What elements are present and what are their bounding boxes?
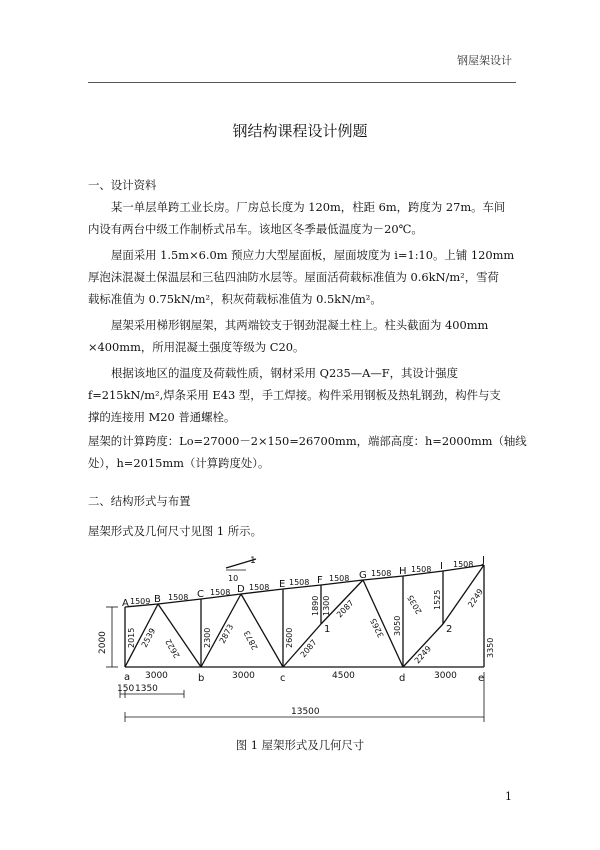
top-chord-length: 1508: [371, 569, 392, 578]
figure-caption: 图 1 屋架形式及几何尺寸: [235, 738, 365, 752]
top-chord-length: 1508: [168, 593, 189, 602]
vertical-length: 2015: [127, 627, 136, 648]
web-node-label: 2: [446, 624, 453, 635]
offset-label: 1350: [135, 684, 158, 694]
top-chord-length: 1508: [329, 574, 350, 583]
header-label: 钢屋架设计: [457, 54, 512, 67]
node-label: J: [482, 555, 485, 566]
paragraph-line: 载标准值为 0.75kN/m²，积灰荷载标准值为 0.5kN/m²。: [88, 292, 382, 306]
slope-run-label: 10: [228, 574, 239, 583]
node-label: a: [124, 672, 131, 683]
node-label: c: [280, 673, 286, 684]
diagonal-length: 2035: [405, 593, 424, 616]
vertical-length: 1890: [311, 595, 320, 616]
paragraph-line: 处），h=2015mm（计算跨度处）。: [88, 456, 270, 470]
total-label: 13500: [291, 707, 320, 717]
node-label: E: [279, 579, 286, 590]
node-label: A: [122, 598, 129, 609]
section2-intro: 屋架形式及几何尺寸见图 1 所示。: [88, 524, 262, 538]
top-chord-length: 1508: [411, 565, 432, 574]
diagonal-Dc: [241, 594, 283, 667]
top-chord-length: 1509: [130, 597, 151, 606]
vertical-length: 1525: [433, 589, 442, 610]
header-rule: [88, 82, 516, 83]
node-label: G: [359, 570, 367, 581]
vertical-length: 1300: [322, 595, 331, 616]
height-label: 2000: [98, 631, 108, 654]
node-label: H: [399, 566, 407, 577]
node-label: d: [399, 673, 406, 684]
paragraph-line: 屋架采用梯形钢屋架，其两端铰支于钢劲混凝土柱上。柱头截面为 400mm: [111, 318, 489, 332]
offset-label: 150: [117, 684, 135, 694]
paragraph-line: 屋架的计算跨度：Lo=27000－2×150=26700mm，端部高度：h=2000mm（轴线: [88, 434, 527, 448]
diagonal-length: 3265: [368, 616, 386, 640]
vertical-length: 3350: [486, 637, 495, 658]
paragraph-line: 厚泡沫混凝土保温层和三毡四油防水层等。屋面活荷载标准值为 0.6kN/m²，雪荷: [88, 270, 499, 284]
bottom-span-label: 3000: [145, 671, 168, 681]
node-label: e: [478, 673, 485, 684]
vertical-length: 2300: [203, 627, 212, 648]
vertical-length: 2600: [285, 627, 294, 648]
truss-diagram: [88, 552, 518, 737]
top-chord-length: 1508: [249, 583, 270, 592]
truss-svg: [88, 552, 518, 737]
diagonal-length: 2249: [412, 644, 434, 666]
page-number: 1: [505, 790, 512, 803]
paragraph-line: 屋面采用 1.5m×6.0m 预应力大型屋面板，屋面坡度为 i=1:10。上铺 120mm: [111, 248, 515, 262]
node-label: b: [198, 673, 205, 684]
top-chord-length: 1508: [289, 578, 310, 587]
paragraph-line: 撑的连接用 M20 普通螺栓。: [88, 410, 236, 424]
paragraph-line: 内设有两台中级工作制桥式吊车。该地区冬季最低温度为－20℃。: [88, 222, 423, 236]
node-label: F: [317, 575, 323, 586]
node-label: B: [154, 594, 161, 605]
vertical-length: 3050: [393, 615, 402, 636]
section1-heading: 一、设计资料: [88, 178, 157, 192]
section2-heading: 二、结构形式与布置: [88, 494, 191, 508]
web-node-label: 1: [324, 624, 331, 635]
paragraph-line: f=215kN/m²,焊条采用 E43 型，手工焊接。构件采用钢板及热轧钢劲，构件与支: [88, 388, 501, 402]
node-label: C: [197, 589, 204, 600]
node-label: D: [237, 584, 245, 595]
top-chord-length: 1508: [210, 588, 231, 597]
diagonal-Bb: [158, 604, 201, 667]
bottom-span-label: 4500: [332, 671, 355, 681]
diagonal-length: 2249: [466, 587, 486, 610]
bottom-span-label: 3000: [232, 671, 255, 681]
bottom-span-label: 3000: [434, 671, 457, 681]
paragraph-line: 根据该地区的温度及荷载性质，钢材采用 Q235—A—F，其设计强度: [111, 366, 458, 380]
diagonal-length: 2087: [334, 598, 356, 620]
node-label: I: [440, 561, 443, 572]
diagonal-length: 2622: [163, 637, 182, 660]
paragraph-line: ×400mm，所用混凝土强度等级为 C20。: [88, 340, 305, 354]
diagonal-length: 2873: [217, 622, 236, 645]
diagonal-length: 2087: [298, 637, 319, 660]
paragraph-line: 某一单层单跨工业长房。厂房总长度为 120m，柱距 6m，跨度为 27m。车间: [111, 200, 506, 214]
top-chord-length: 1508: [453, 560, 474, 569]
page-title: 钢结构课程设计例题: [232, 122, 368, 140]
diagonal-length: 2539: [139, 626, 158, 649]
slope-rise-label: 1: [250, 556, 256, 566]
diagonal-length: 2873: [242, 629, 260, 652]
